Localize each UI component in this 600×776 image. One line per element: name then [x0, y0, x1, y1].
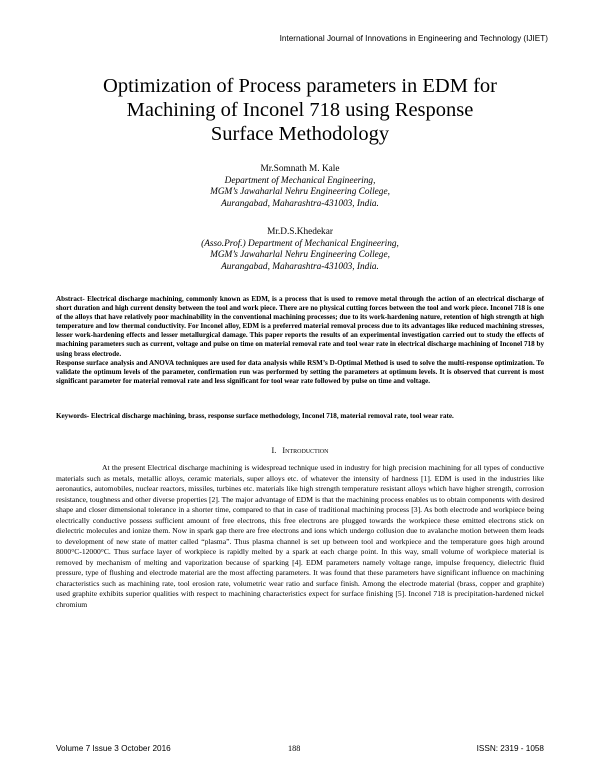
footer-volume: Volume 7 Issue 3 October 2016	[56, 744, 171, 753]
author-name: Mr.Somnath M. Kale	[260, 164, 340, 174]
keywords	[56, 412, 544, 421]
author-affiliation-line: Aurangabad, Maharashtra-431003, India.	[221, 198, 379, 209]
author-block-1	[40, 164, 560, 210]
author-name: Mr.D.S.Khedekar	[267, 227, 333, 237]
author-affiliation-line: Department of Mechanical Engineering,	[224, 175, 376, 186]
author-block-2	[40, 227, 560, 273]
journal-header: International Journal of Innovations in Engineering and Technology (IJIET)	[279, 34, 548, 43]
abstract-paragraph: Abstract- Electrical discharge machining, commonly known as EDM, is a process that is used to remove metal through the action of an electrical discharge of short duration and high current density between the tool and work piece. There are no physical cutting forces between the tool and work piece. Inconel 718 is one of the alloys that have relatively poor machinability in the conventional machining processes; due to its work-hardening nature, retention of high strength at high temperature and low thermal conductivity. For Inconel alloy, EDM is a preferred material removal process due to its advantages like reduced machining stresses, lesser work-hardening effects and lesser metallurgical damage. This paper reports the results of an experimental investigation carried out to study the effects of machining parameters such as current, voltage and pulse on time on material removal rate and tool wear rate in electrical discharge machining of Inconel 718 by using brass electrode.	[56, 295, 544, 358]
paper-title	[40, 74, 560, 146]
author-affiliation-line: MGM’s Jawaharlal Nehru Engineering College,	[210, 187, 390, 198]
introduction-body	[56, 463, 544, 610]
section-title: Introduction	[282, 446, 329, 455]
section-heading	[0, 446, 600, 455]
footer-page-number: 188	[288, 744, 301, 753]
section-number: I.	[271, 446, 277, 455]
intro-paragraph: At the present Electrical discharge machining is widespread technique used in industry for high precision machining for all types of conductive materials such as metals, metallic alloys, ceramic materials, super alloys etc. of whatever the intensity of hardness [1]. EDM is used in the industries like aeronautics, automobiles, nuclear reactors, missiles, turbines etc. materials like high strength temperature resistant alloys which have higher strength, corrosion resistance, toughness and other diverse properties [2]. The major advantage of EDM is that the machining process enables us to obtain components with desired shape and closer dimensional tolerance in a shorter time, compared to that in case of traditional machining process [3]. As both electrode and workpiece being electrically conductive possess sufficient amount of free electrons, this free electrons are plugged towards the workpiece these emitted electrons stick on dielectric molecules and ionize them. Now in spark gap there are free electrons and ions which undergo collusion due to avalanche motion between them leads to development of new state of matter called “plasma”. Thus plasma channel is set up between tool and workpiece and the temperature goes high around 8000°C-12000°C. Thus surface layer of workpiece is rapidly melted by a spark at each charge point. In this way, small volume of workpiece material is removed by mechanism of melting and vaporization because of sparking [4]. EDM parameters namely voltage range, impulse frequency, dielectric fluid pressure, type of flushing and electrode material are the most affecting parameters. It was found that these parameters have significant influence on machining characteristics such as machining rate, tool erosion rate, volumetric wear ratio and surface finish. Among the electrode material (brass, copper and graphite) used graphite exhibits superior qualities with respect to machining characteristics expect for surface finishing [5]. Inconel 718 is precipitation-hardened nickel chromium	[56, 463, 544, 609]
author-affiliation-line: (Asso.Prof.) Department of Mechanical Engineering,	[201, 238, 399, 249]
keywords-text: Keywords- Electrical discharge machining, brass, response surface methodology, Inconel 718, material removal rate, tool wear rate.	[56, 412, 454, 420]
abstract	[56, 295, 544, 386]
footer-issn: ISSN: 2319 - 1058	[476, 744, 544, 753]
abstract-paragraph: Response surface analysis and ANOVA techniques are used for data analysis while RSM’s D-Optimal Method is used to solve the multi-response optimization. To validate the optimum levels of the parameter, confirmation run was performed by setting the parameters at optimum levels. It is observed that current is most significant parameter for material removal rate and less significant for tool wear rate followed by pulse on time and voltage.	[56, 358, 544, 385]
author-affiliation-line: Aurangabad, Maharashtra-431003, India.	[221, 261, 379, 272]
title-line: Surface Methodology	[210, 123, 390, 145]
title-line: Machining of Inconel 718 using Response	[126, 99, 474, 121]
title-line: Optimization of Process parameters in EDM for	[103, 75, 497, 97]
author-affiliation-line: MGM’s Jawaharlal Nehru Engineering College,	[210, 250, 390, 261]
